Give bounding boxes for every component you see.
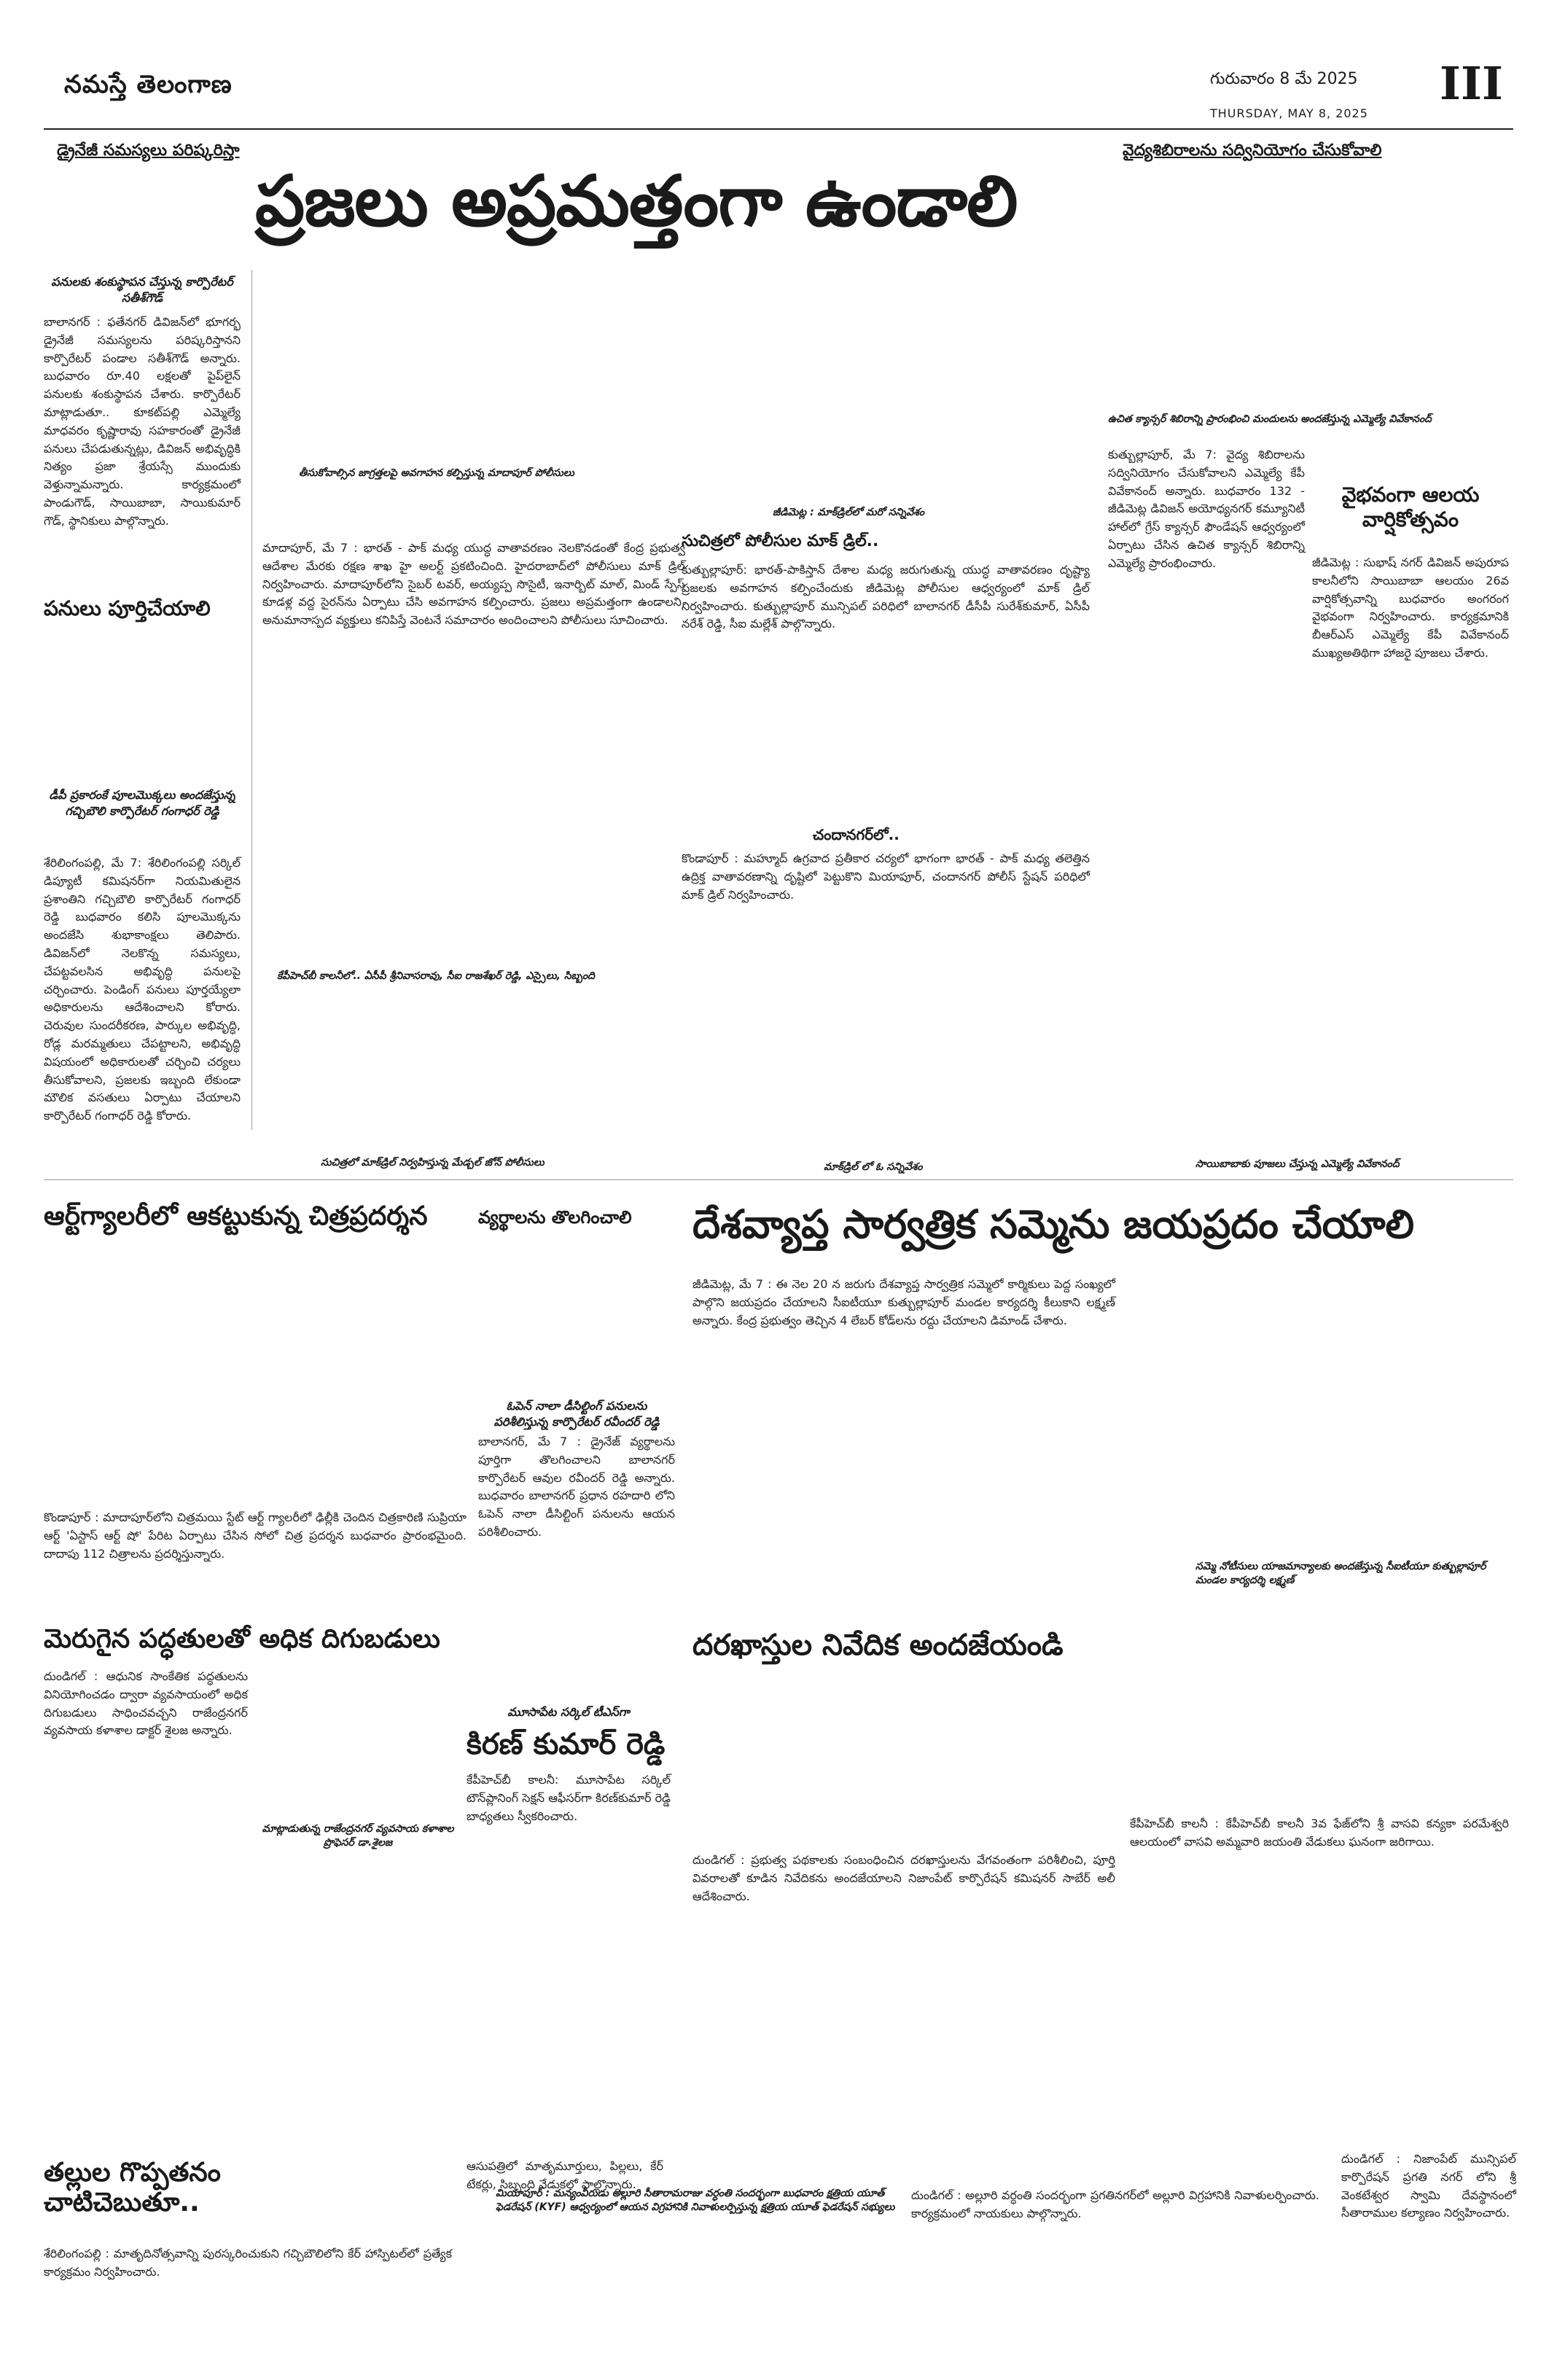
right-photo-caption-1: ఉచిత క్యాన్సర్ శిబిరాన్ని ప్రారంభించి మందులను అందజేస్తున్న ఎమ్మెల్యే వివేకానంద్ <box>1108 413 1432 425</box>
kiran-kicker: మూసాపేట సర్కిల్ టీఎస్‌గా <box>507 1705 630 1719</box>
strip-caption-left: సుచిత్రలో మాక్‌డ్రిల్ నిర్వహిస్తున్న మేడ్చల్ జోన్ పోలీసులు <box>321 1157 545 1168</box>
kiran-body: కేపీహెచ్‌బీ కాలనీ: మూసాపేట సర్కిల్ టౌన్‌ప్లానింగ్ సెక్షన్ ఆఫీసర్‌గా కిరణ్‌కుమార్ రెడ్డి బాధ్యతలు స్వీకరించారు. <box>467 1773 671 1823</box>
center-photo-2 <box>262 977 1086 1123</box>
right-heading: వైభవంగా ఆలయ వార్షికోత్సవం <box>1341 483 1480 531</box>
center-body-1: మాదాపూర్, మే 7 : భారత్ - పాక్ మధ్య యుద్ధ వాతావరణం నెలకొనడంతో కేంద్ర ప్రభుత్వ ఆదేశాల మేరకు రక్షణ శాఖ హై అలర్ట్ ప్రకటించింది. హైదరాబాద్‌లో పోలీసులు మాక్ డ్రిల్ నిర్వహించారు. మాదాపూర్‌లోని సైబర్ టవర్, అయ్యప్ప సొసైటీ, ఇనార్బిట్ మాల్, మిండ్ స్పేస్ కూడళ్ల వద్ద సైరన్‌ను ఏర్పాటు చేసి అవగాహన కల్పించారు. ప్రజలు అప్రమత్తంగా ఉండాలని, అనుమానాస్పద వ్యక్తులు కనిపిస్తే వెంటనే సమాచారం అందించాలని పోలీసులు సూచించారు. <box>262 541 685 628</box>
center-body-2: కుత్బుల్లాపూర్: భారత్-పాకిస్తాన్ దేశాల మధ్య జరుగుతున్న యుద్ధ వాతావరణం దృష్ట్యా ప్రజలకు అవగాహన కల్పించేందుకు జీడిమెట్ల పోలీసుల ఆధ్వర్యంలో మాక్ డ్రిల్ నిర్వహించారు. కుత్బుల్లాపూర్ మున్సిపల్ పరిధిలో బాలానగర్ డీసీపీ సురేశ్‌కుమార్, ఏసీపీ నరేశ్ రెడ్డి, సీఐ మల్లేశ్ పాల్గొన్నారు. <box>682 563 1090 631</box>
left-photo-2 <box>44 634 241 780</box>
bottom-heading: తల్లుల గొప్పతనం చాటిచెబుతూ.. <box>44 2158 221 2218</box>
bottom-photo-1 <box>44 1983 1509 2136</box>
left-subheading-1: పనులకు శంకుస్థాపన చేస్తున్న కార్పొరేటర్ సతీశ్‌గౌడ్ <box>51 275 233 305</box>
petition-body: దుండిగల్ : ప్రభుత్వ పథకాలకు సంబంధించిన దరఖాస్తులను వేగవంతంగా పరిశీలించి, పూర్తి వివరాలతో కూడిన నివేదికను అందజేయాలని నిజాంపేట్ కార్పొరేషన్ కమిషనర్ సాబేర్ అలీ ఆదేశించారు. <box>692 1853 1115 1903</box>
temple-photo <box>1130 1604 1509 1808</box>
bottom-body-2: ఆసుపత్రిలో మాతృమూర్తులు, పిల్లలు, కేర్ టేకర్లు, సిబ్బంది వేడుకలో పాల్గొన్నారు. <box>467 2159 663 2191</box>
art-photo <box>44 1254 467 1502</box>
right-photo-2 <box>1101 977 1509 1152</box>
kiran-heading: కిరణ్ కుమార్ రెడ్డి <box>467 1728 666 1761</box>
center-photo-caption-1: తీసుకోవాల్సిన జాగ్రత్తలపై అవగాహన కల్పిస్తున్న మాదాపూర్ పోలీసులు <box>299 467 574 479</box>
left-heading-2: పనులు పూర్తిచేయాలి <box>44 596 211 620</box>
left-body-1: బాలానగర్ : ఫతేనగర్ డివిజన్‌లో భూగర్భ డ్రైనేజీ సమస్యలను పరిష్కరిస్తానని కార్పొరేటర్ పండాల సతీశ్‌గౌడ్ అన్నారు. బుధవారం రూ.40 లక్షలతో పైప్‌లైన్ పనులకు శంకుస్థాపన చేశారు. కార్పొరేటర్ మాట్లాడుతూ.. కూకట్‌పల్లి ఎమ్మెల్యే మాధవరం కృష్ణారావు సహకారంతో డ్రైనేజీ పనులు చేపడుతున్నట్లు, డివిజన్ అభివృద్ధికి నిత్యం ప్రజా శ్రేయస్సే ముందుకు వెళ్తున్నామన్నారు. కార్యక్రమంలో పాండుగౌడ్, సాయిబాబా, సాయికుమార్ గౌడ్, స్థానికులు పాల్గొన్నారు. <box>44 315 241 528</box>
lead-headline: ప్రజలు అప్రమత్తంగా ఉండాలి <box>255 160 1018 242</box>
masthead-date-english: THURSDAY, MAY 8, 2025 <box>1210 106 1368 120</box>
bottom-caption: మియాపూర్ : మన్యంవీరుడు అల్లూరి సీతారామరాజు వర్ధంతి సందర్భంగా బుధవారం క్షత్రియ యూత్ ఫెడరేషన్ (KYF) ఆధ్వర్యంలో ఆయన విగ్రహానికి నివాళులర్పిస్తున్న క్షత్రియ యూత్ ఫెడరేషన్ సభ్యులు <box>496 2188 895 2213</box>
profit-photo-caption: మాట్లాడుతున్న రాజేంద్రనగర్ వ్యవసాయ కళాశాల ప్రొఫెసర్ డా.శైలజ <box>262 1823 454 1849</box>
masthead-date-telugu: గురువారం 8 మే 2025 <box>1210 70 1358 88</box>
waste-photo <box>478 1246 675 1392</box>
art-heading: ఆర్ట్‌గ్యాలరీలో ఆకట్టుకున్న చిత్రప్రదర్శన <box>44 1201 428 1231</box>
strike-photo <box>1130 1268 1509 1538</box>
masthead-paper-name: నమస్తే తెలంగాణ <box>64 70 233 99</box>
masthead-rule <box>44 128 1513 130</box>
art-body: కొండాపూర్ : మాదాపూర్‌లోని చిత్రమయి స్టేట్ ఆర్ట్ గ్యాలరీలో ఢిల్లీకి చెందిన చిత్రకారిణి సుప్రియా ఆర్ట్ 'ఏస్టాస్ ఆర్ట్ షో' పేరిట ఏర్పాటు చేసిన సోలో చిత్ర ప్రదర్శన బుధవారం ప్రారంభమైంది. దాదాపు 112 చిత్రాలను ప్రదర్శిస్తున్నారు. <box>44 1510 467 1561</box>
bottom-body-4: దుండిగల్ : నిజాంపేట్ మున్సిపల్ కార్పొరేషన్ ప్రగతి నగర్ లోని శ్రీ వెంకటేశ్వర స్వామి దేవస్థానంలో సీతారాముల కల్యాణం నిర్వహించారు. <box>1341 2152 1516 2220</box>
waste-body: బాలానగర్, మే 7 : డ్రైనేజ్ వ్యర్థాలను పూర్తిగా తొలగించాలని బాలానగర్ కార్పొరేటర్ ఆవుల రవీందర్ రెడ్డి అన్నారు. బుధవారం బాలానగర్ ప్రధాన రహదారి లోని ఓపెన్ నాలా డీసిల్టింగ్ పనులను ఆయన పరిశీలించారు. <box>478 1435 675 1539</box>
bottom-body-1: శేరిలింగంపల్లి : మాతృదినోత్సవాన్ని పురస్కరించుకుని గచ్చిబౌలిలోని కేర్ హాస్పిటల్‌లో ప్రత్యేక కార్యక్రమం నిర్వహించారు. <box>44 2247 452 2279</box>
profit-body: దుండిగల్ : ఆధునిక సాంకేతిక పద్ధతులను వినియోగించడం ద్వారా వ్యవసాయంలో అధిక దిగుబడులు సాధించవచ్చని రాజేంద్రనగర్ వ్యవసాయ కళాశాల డాక్టర్ శైలజ అన్నారు. <box>44 1669 248 1738</box>
petition-photo <box>692 1677 1115 1844</box>
left-subheading-2: డీపీ ప్రకారంకే పూలమొక్కలు అందజేస్తున్న గచ్చిబౌలి కార్పొరేటర్ గంగాధర్ రెడ్డి <box>49 788 235 818</box>
waste-subheading: ఓపెన్ నాలా డీసిల్టింగ్ పనులను పరిశీలిస్తున్న కార్పొరేటర్ రవీందర్ రెడ్డి <box>493 1399 660 1429</box>
right-body-1: కుత్బుల్లాపూర్, మే 7: వైద్య శిబిరాలను సద్వినియోగం చేసుకోవాలని ఎమ్మెల్యే కేపీ వివేకానంద్ అన్నారు. బుధవారం 132 - జీడిమెట్ల డివిజన్ అయోధ్యనగర్ కమ్యూనిటీ హాల్‌లో గ్రేస్ క్యాన్సర్ ఫౌండేషన్ ఆధ్వర్యంలో ఏర్పాటు చేసిన ఉచిత క్యాన్సర్ శిబిరాన్ని ఎమ్మెల్యే ప్రారంభించారు. <box>1108 448 1305 570</box>
strike-photo-caption: సమ్మె నోటీసులు యాజమాన్యాలకు అందజేస్తున్న సీఐటీయూ కుత్బుల్లాపూర్ మండల కార్యదర్శి లక్ష్మణ్ <box>1195 1561 1486 1586</box>
left-body-2: శేరిలింగంపల్లి, మే 7: శేరిలింగంపల్లి సర్కిల్ డిప్యూటీ కమిషనర్‌గా నియమితులైన ప్రశాంతిని గచ్చిబౌలి కార్పొరేటర్ గంగాధర్ రెడ్డి బుధవారం కలిసి పూలమొక్కను అందజేసి శుభాకాంక్షలు తెలిపారు. డివిజన్‌లో నెలకొన్న సమస్యలు, చేపట్టవలసిన అభివృద్ధి పనులపై చర్చించారు. పెండింగ్ పనులు పూర్తయ్యేలా అధికారులను ఆదేశించాలని కోరారు. చెరువుల సుందరీకరణ, పార్కుల అభివృద్ధి, రోడ్ల మరమ్మతులు చేపట్టాలని, అభివృద్ధి విషయంలో అధికారులతో చర్చించి చర్యలు తీసుకోవాలని, ప్రజలకు ఇబ్బంది లేకుండా మౌలిక వసతులు ఏర్పాటు చేయాలని కార్పొరేటర్ గంగాధర్ రెడ్డి కోరారు. <box>44 856 241 1123</box>
center-heading-1: సుచిత్రలో పోలీసుల మాక్ డ్రిల్.. <box>682 532 879 550</box>
right-body-2: జీడిమెట్ల : సుభాష్ నగర్ డివిజన్ అపురూప కాలనీలోని సాయిబాబా ఆలయం 26వ వార్షికోత్సవాన్ని బుధవారం అంగరంగ వైభవంగా నిర్వహించారు. కార్యక్రమానికి బీఆర్ఎస్ ఎమ్మెల్యే కేపీ వివేకానంద్ ముఖ్యఅతిథిగా హాజరై పూజలు చేశారు. <box>1312 555 1509 660</box>
bottom-body-3: దుండిగల్ : అల్లూరి వర్ధంతి సందర్భంగా ప్రగతినగర్‌లో అల్లూరి విగ్రహానికి నివాళులర్పించారు. కార్యక్రమంలో నాయకులు పాల్గొన్నారు. <box>911 2188 1319 2220</box>
center-photo-1 <box>262 277 904 459</box>
left-column-divider <box>251 270 252 1130</box>
petition-heading: దరఖాస్తుల నివేదిక అందజేయండి <box>692 1628 1064 1662</box>
center-body-3: కొండాపూర్ : మహ్మూద్ ఉగ్రవాద ప్రతీకార చర్యలో భాగంగా భారత్ - పాక్ మధ్య తలెత్తిన ఉద్రిక్త వాతావరణాన్ని దృష్టిలో పెట్టుకొని మియాపూర్, చందానగర్ పోలీస్ స్టేషన్ పరిధిలో మాక్ డ్రిల్ నిర్వహించారు. <box>682 851 1090 902</box>
temple-body: కేపీహెచ్‌బీ కాలనీ : కేపీహెచ్‌బీ కాలనీ 3వ ఫేజ్‌లోని శ్రీ వాసవి కన్యకా పరమేశ్వరి ఆలయంలో వాసవి అమ్మవారి జయంతి వేడుకలు ఘనంగా జరిగాయి. <box>1130 1817 1509 1849</box>
strip-caption-mid: మాక్‌డ్రిల్ లో ఓ సన్నివేశం <box>824 1161 923 1173</box>
center-heading-2: చందానగర్‌లో.. <box>813 826 900 843</box>
strip-caption-right: సాయిబాబాకు పూజలు చేస్తున్న ఎమ్మెల్యే వివేకానంద్ <box>1195 1158 1400 1170</box>
strike-body: జీడిమెట్ల, మే 7 : ఈ నెల 20 న జరుగు దేశవ్యాప్త సార్వత్రిక సమ్మెలో కార్మికులు పెద్ద సంఖ్యలో పాల్గొని జయప్రదం చేయాలని సీఐటీయూ కుత్బుల్లాపూర్ మండల కార్యదర్శి కీలుకాని లక్ష్మణ్ అన్నారు. కేంద్ర ప్రభుత్వం తెచ్చిన 4 లేబర్ కోడ్‌లను రద్దు చేయాలని డిమాండ్ చేశారు. <box>692 1277 1115 1327</box>
lead-kicker-right: వైద్యశిబిరాలను సద్వినియోగం చేసుకోవాలి <box>1123 141 1382 160</box>
profit-photo <box>255 1669 452 1815</box>
lead-kicker-left: డ్రైనేజీ సమస్యలు పరిష్కరిస్తా <box>57 141 240 160</box>
mid-rule <box>44 1179 1513 1180</box>
page-number: III <box>1440 57 1504 110</box>
center-photo-caption-2: జీడిమెట్ల : మాక్‌డ్రిల్‌లో మరో సన్నివేశం <box>773 507 924 518</box>
center-photo-caption-3: కేపీహెచ్‌బీ కాలనీలో.. ఏసీపీ శ్రీనివాసరావు, సీఐ రాజశేఖర్ రెడ్డి, ఎస్సైలు, సిబ్బంది <box>277 970 595 982</box>
right-photo-1 <box>1101 204 1509 408</box>
strike-heading: దేశవ్యాప్త సార్వత్రిక సమ్మెను జయప్రదం చేయాలి <box>692 1201 1415 1247</box>
profit-heading: మెరుగైన పద్ధతులతో అధిక దిగుబడులు <box>44 1624 440 1654</box>
waste-heading: వ్యర్థాలను తొలగించాలి <box>478 1207 632 1228</box>
